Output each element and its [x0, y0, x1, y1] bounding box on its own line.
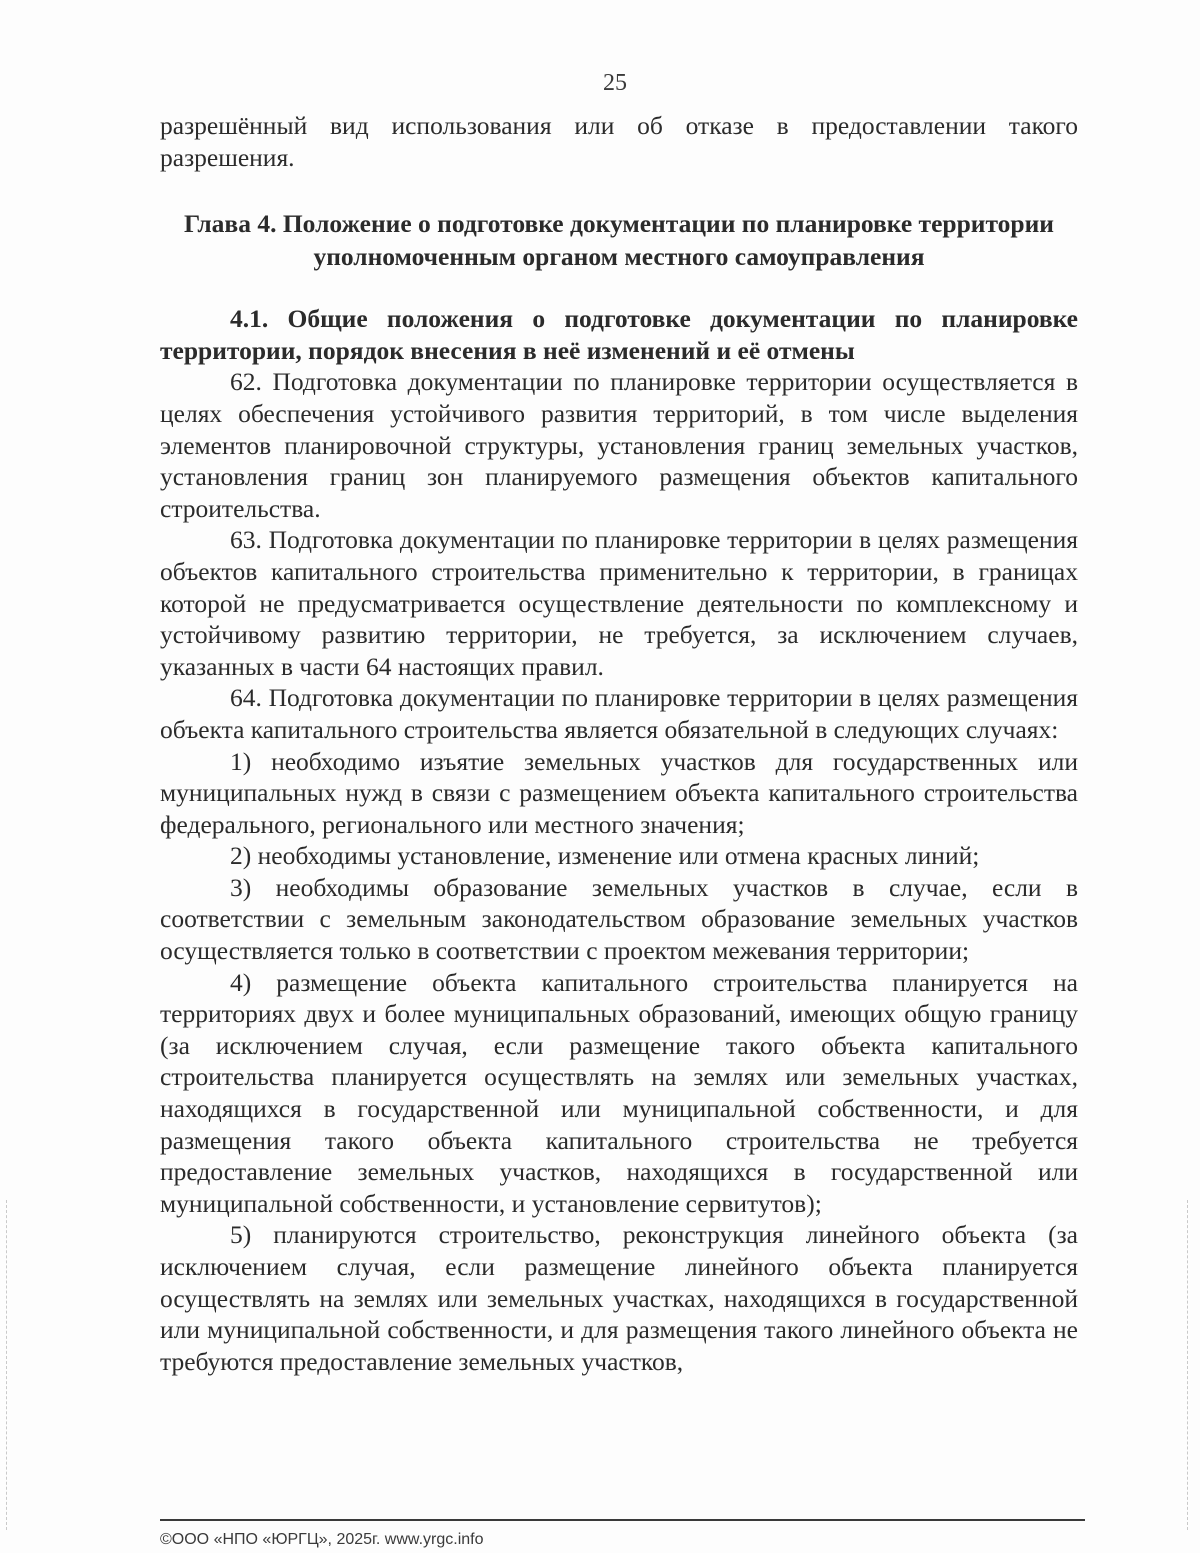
paragraph-62: 62. Подготовка документации по планировке территории осуществляется в целях обеспечения устойчивого развития территорий, в том числе выделения элементов планировочной структуры, установления границ земельных участков, установления границ зон планируемого размещения объектов капитального строительства. — [160, 367, 1078, 523]
paragraph-63: 63. Подготовка документации по планировке территории в целях размещения объектов капитального строительства применительно к территории, в границах которой не предусматривается осуществление деятельности по комплексному и устойчивому развитию территории, не требуется, за исключением случаев, указанных в части 64 настоящих правил. — [160, 525, 1078, 681]
scan-edge-mark — [1187, 1200, 1190, 1530]
paragraph-64: 64. Подготовка документации по планировке территории в целях размещения объекта капитального строительства является обязательной в следующих случаях: — [160, 683, 1078, 744]
list-item-4: 4) размещение объекта капитального строительства планируется на территориях двух и более муниципальных образований, имеющих общую границу (за исключением случая, если размещение такого объекта капитального строительства планируется осуществлять на землях или земельных участках, находящихся в государственной или муниципальной собственности, и для размещения такого объекта капитального строительства не требуется предоставление земельных участков, находящихся в государственной или муниципальной собственности, и установление сервитутов); — [160, 967, 1078, 1218]
list-item-1: 1) необходимо изъятие земельных участков для государственных или муниципальных нужд в связи с размещением объекта капитального строительства федерального, регионального или местного значения; — [160, 746, 1078, 839]
footer-copyright: ©ООО «НПО «ЮРГЦ», 2025г. www.yrgc.info — [160, 1531, 484, 1548]
footer-rule — [160, 1519, 1085, 1521]
scan-edge-mark — [6, 1200, 9, 1530]
chapter-title: Глава 4. Положение о подготовке документации по планировке территории уполномоченным органом местного самоуправления — [184, 209, 1054, 272]
list-item-5: 5) планируются строительство, реконструкция линейного объекта (за исключением случая, если размещение линейного объекта планируется осуществлять на землях или земельных участках, находящихся в государственной или муниципальной собственности, и для размещения такого линейного объекта не требуются предоставление земельных участков, — [160, 1220, 1078, 1376]
list-item-2: 2) необходимы установление, изменение или отмена красных линий; — [230, 841, 980, 871]
list-item-3: 3) необходимы образование земельных участков в случае, если в соответствии с земельным законодательством образование земельных участков осуществляется только в соответствии с проектом межевания территории; — [160, 872, 1078, 966]
section-title: 4.1. Общие положения о подготовке документации по планировке территории, порядок внесения в неё изменений и её отмены — [160, 304, 1078, 365]
page-number: 25 — [603, 70, 627, 96]
document-body — [160, 110, 1078, 1377]
continuation-paragraph: разрешённый вид использования или об отказе в предоставлении такого разрешения. — [160, 111, 1078, 172]
